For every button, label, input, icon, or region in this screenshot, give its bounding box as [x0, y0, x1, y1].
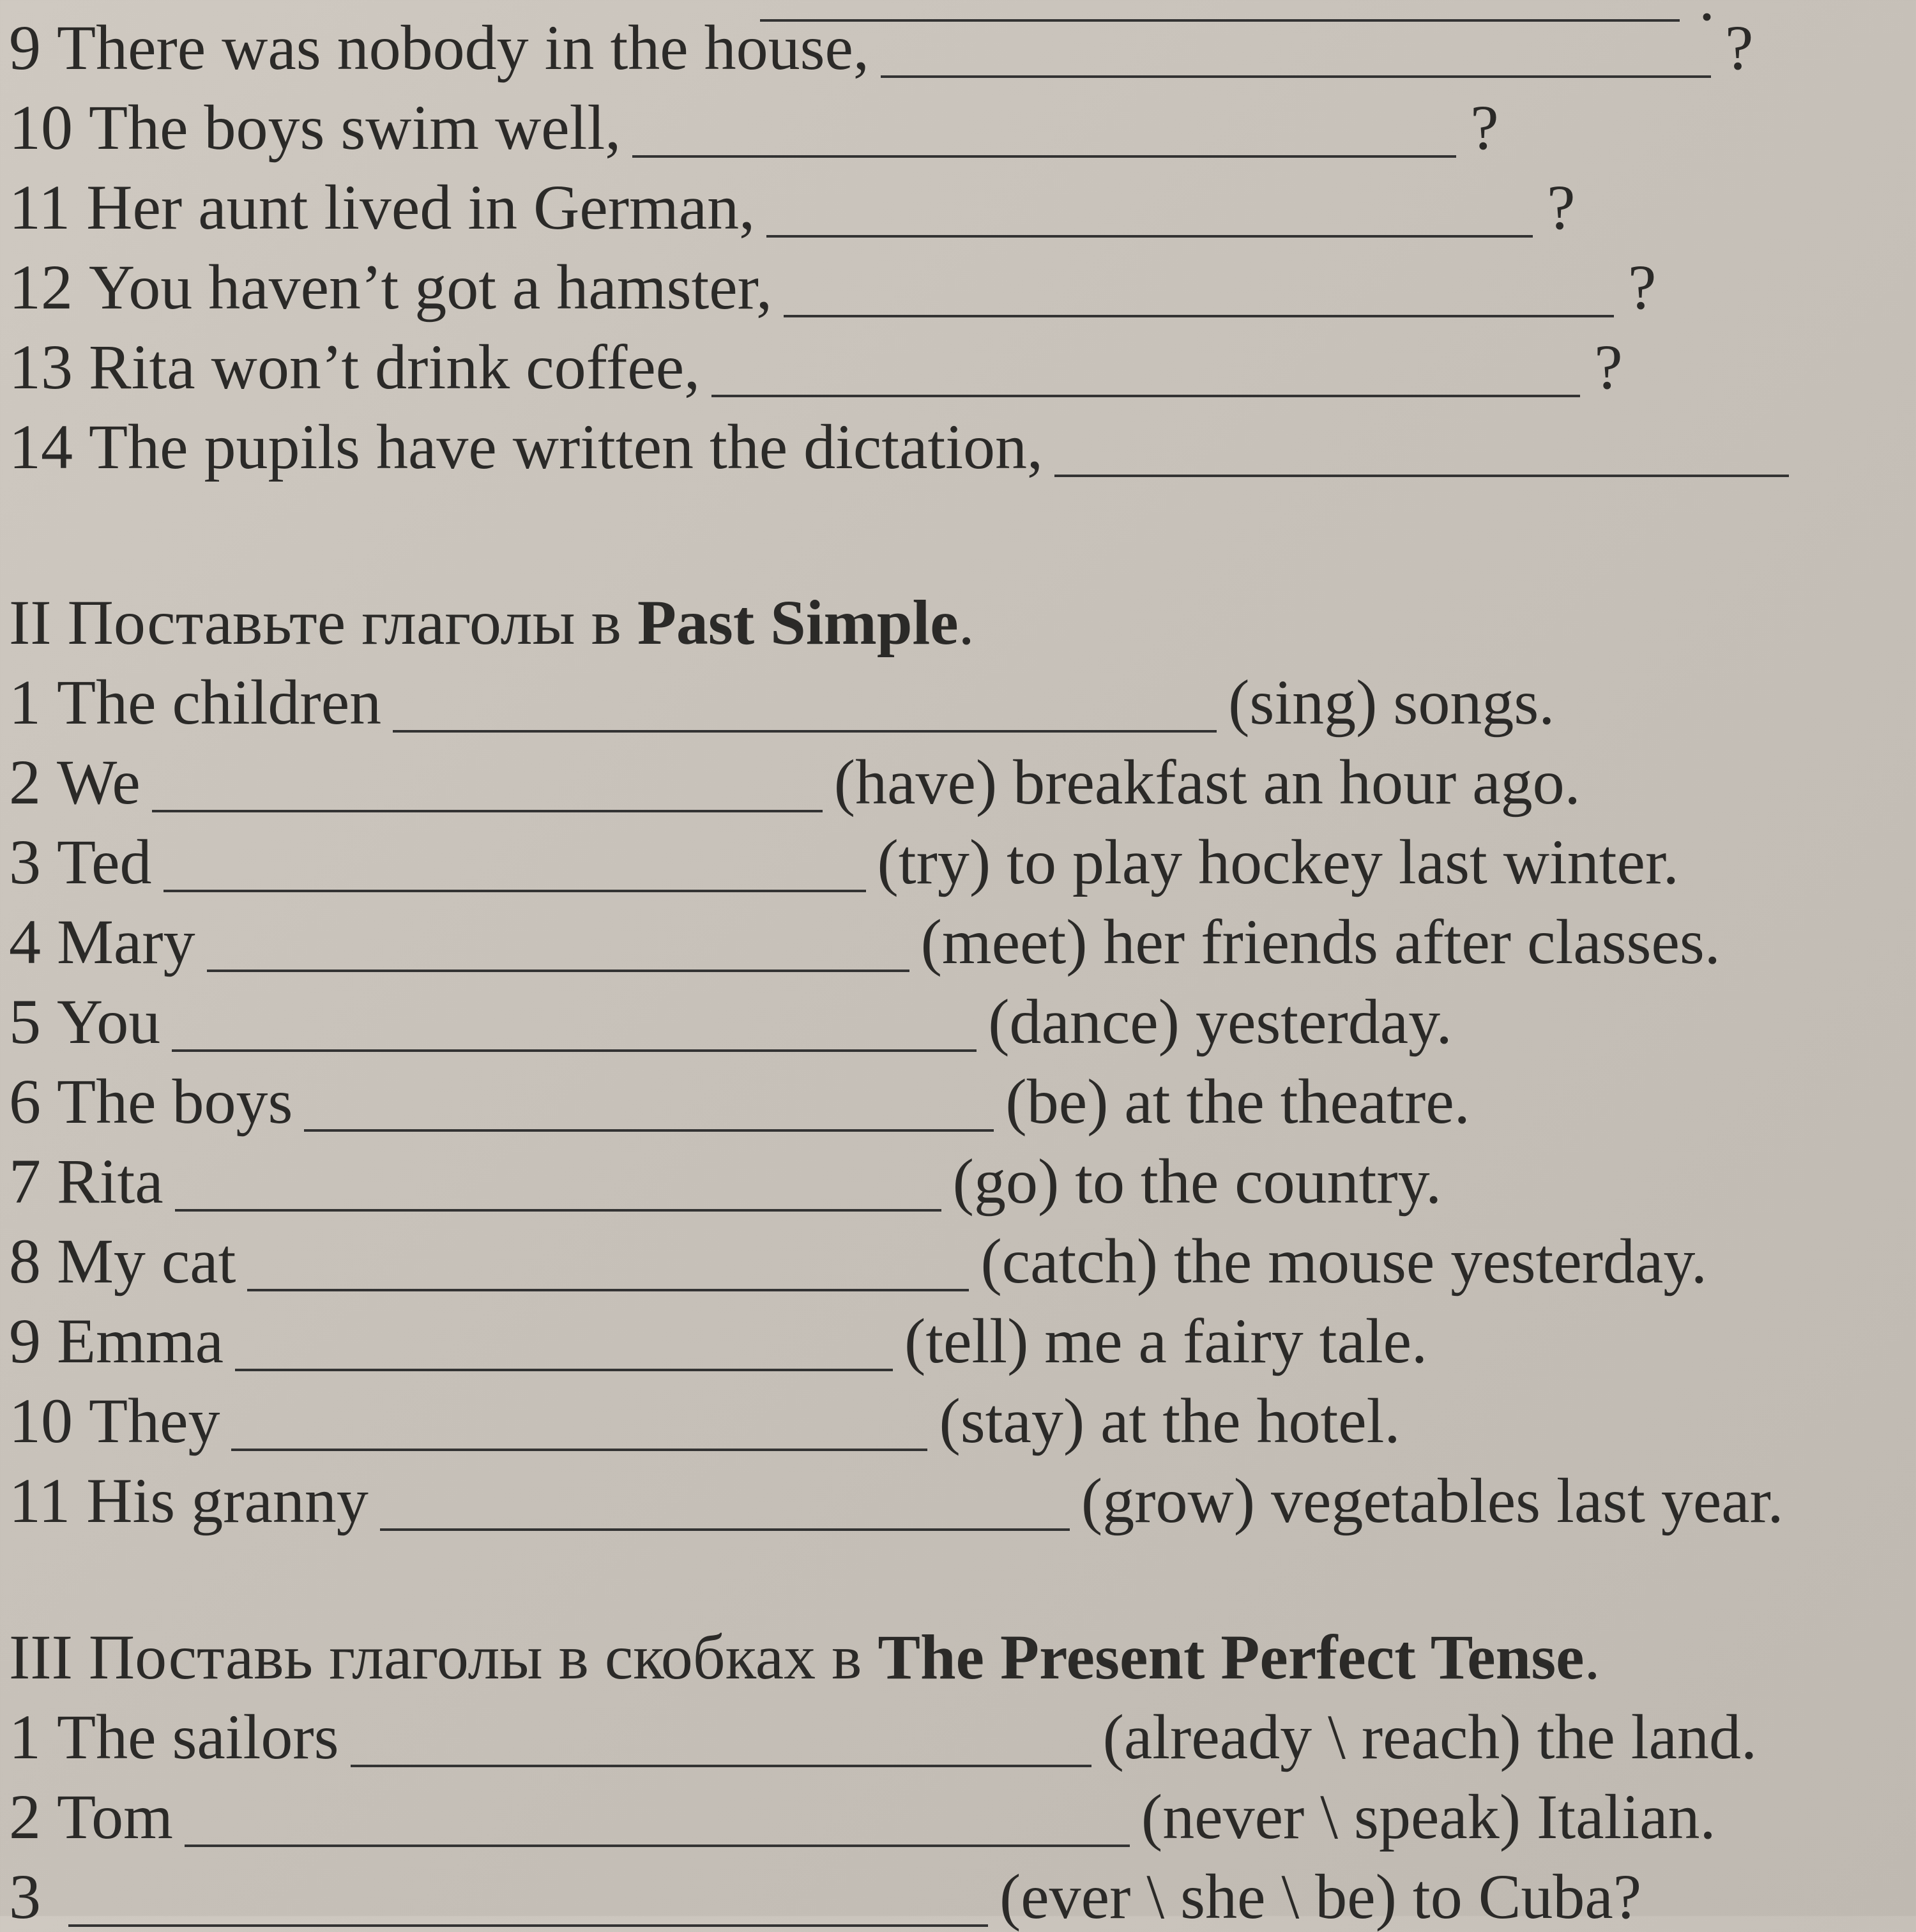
- answer-blank[interactable]: [766, 184, 1533, 238]
- answer-blank[interactable]: [175, 1158, 941, 1212]
- past-simple-item: 7 Rita (go) to the country.: [9, 1146, 1442, 1217]
- answer-blank[interactable]: [1054, 423, 1789, 477]
- answer-blank[interactable]: [304, 1078, 994, 1132]
- answer-blank[interactable]: [247, 1238, 969, 1291]
- past-simple-item: 4 Mary (meet) her friends after classes.: [9, 906, 1721, 977]
- answer-blank[interactable]: [632, 104, 1456, 158]
- answer-blank[interactable]: [68, 1873, 988, 1927]
- answer-blank[interactable]: [784, 264, 1614, 317]
- answer-blank[interactable]: [380, 1477, 1070, 1531]
- tag-question-item: 9 There was nobody in the house, ?: [9, 12, 1754, 83]
- past-simple-item: 8 My cat (catch) the mouse yesterday.: [9, 1226, 1707, 1297]
- answer-blank[interactable]: [185, 1793, 1130, 1847]
- past-simple-item: 3 Ted (try) to play hockey last winter.: [9, 826, 1679, 897]
- section-2-heading: II Поставьте глаголы в Past Simple .: [9, 587, 975, 658]
- answer-blank[interactable]: [207, 918, 909, 972]
- tag-question-item: 13 Rita won’t drink coffee, ?: [9, 331, 1623, 402]
- tag-question-item: 10 The boys swim well, ?: [9, 92, 1499, 163]
- past-simple-item: 1 The children (sing) songs.: [9, 667, 1555, 738]
- answer-blank[interactable]: [881, 24, 1711, 78]
- past-simple-item: 9 Emma (tell) me a fairy tale.: [9, 1305, 1428, 1376]
- past-simple-item: 11 His granny (grow) vegetables last year.: [9, 1465, 1784, 1536]
- tag-question-item: 14 The pupils have written the dictation,: [9, 412, 1916, 482]
- past-simple-item: 10 They (stay) at the hotel.: [9, 1385, 1401, 1456]
- tag-question-item: 11 Her aunt lived in German, ?: [9, 172, 1576, 243]
- answer-blank[interactable]: [152, 759, 823, 812]
- answer-blank[interactable]: [163, 839, 866, 892]
- answer-blank[interactable]: [172, 998, 977, 1052]
- past-simple-item: 2 We (have) breakfast an hour ago.: [9, 747, 1581, 818]
- tag-question-item: 12 You haven’t got a hamster, ?: [9, 252, 1657, 323]
- present-perfect-item: 2 Tom (never \ speak) Italian.: [9, 1781, 1716, 1852]
- present-perfect-item: 1 The sailors (already \ reach) the land.: [9, 1701, 1757, 1772]
- answer-blank[interactable]: [231, 1397, 927, 1451]
- present-perfect-item: 3 (ever \ she \ be) to Cuba?: [9, 1861, 1642, 1932]
- past-simple-item: 6 The boys (be) at the theatre.: [9, 1066, 1470, 1137]
- past-simple-item: 5 You (dance) yesterday.: [9, 986, 1452, 1057]
- section-3-heading: III Поставь глаголы в скобках в The Present Perfect Tense .: [9, 1622, 1600, 1692]
- answer-blank[interactable]: [235, 1318, 893, 1371]
- answer-blank[interactable]: [711, 344, 1580, 397]
- answer-blank[interactable]: [351, 1714, 1091, 1767]
- answer-blank[interactable]: [393, 679, 1217, 733]
